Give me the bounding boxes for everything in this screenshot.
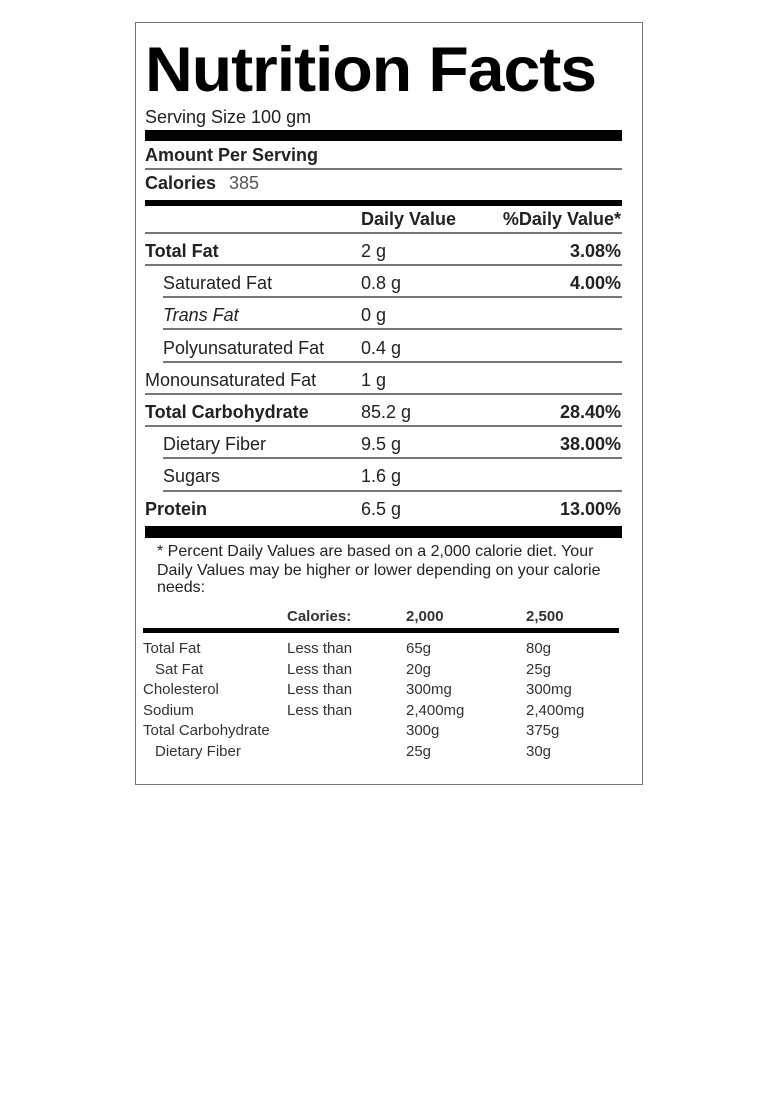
ref-header-2000: 2,000 <box>406 608 444 625</box>
ref-qualifier: Less than <box>287 640 353 657</box>
footnote-line: Daily Values may be higher or lower depending on your calorie <box>157 562 601 579</box>
ref-header-2500: 2,500 <box>526 608 564 625</box>
serving-size: Serving Size 100 gm <box>145 107 312 127</box>
nutrient-value: 85.2 g <box>361 402 412 422</box>
nutrient-label: Total Carbohydrate <box>145 402 309 422</box>
calories-value: 385 <box>229 173 260 193</box>
ref-value-2000: 300mg <box>406 681 452 698</box>
ref-value-2500: 80g <box>526 640 552 657</box>
nutrient-value: 0.4 g <box>361 338 402 358</box>
divider <box>163 361 622 363</box>
nutrient-label: Polyunsaturated Fat <box>163 338 325 358</box>
ref-label: Sodium <box>143 702 194 719</box>
calories-label: Calories <box>145 173 217 193</box>
label-title: Nutrition Facts <box>145 35 596 105</box>
nutrient-value: 1 g <box>361 370 387 390</box>
medium-divider <box>145 200 622 206</box>
header-pct-daily-value: %Daily Value* <box>502 209 621 229</box>
ref-qualifier: Less than <box>287 681 353 698</box>
nutrient-label: Trans Fat <box>163 305 239 325</box>
divider <box>163 296 622 298</box>
ref-value-2000: 300g <box>406 722 440 739</box>
ref-value-2500: 300mg <box>526 681 572 698</box>
ref-label: Dietary Fiber <box>155 743 241 760</box>
ref-value-2500: 25g <box>526 661 552 678</box>
thick-divider <box>145 130 622 141</box>
nutrient-label: Dietary Fiber <box>163 434 267 454</box>
nutrient-label: Saturated Fat <box>163 273 273 293</box>
header-daily-value: Daily Value <box>361 209 457 229</box>
ref-label: Cholesterol <box>143 681 219 698</box>
nutrient-value: 1.6 g <box>361 466 402 486</box>
nutrient-pct: 4.00% <box>569 273 621 293</box>
divider <box>145 393 622 395</box>
divider <box>163 457 622 459</box>
divider <box>163 328 622 330</box>
nutrient-value: 0 g <box>361 305 387 325</box>
nutrient-value: 9.5 g <box>361 434 402 454</box>
footnote-line: needs: <box>157 579 206 596</box>
ref-divider <box>143 628 619 633</box>
divider <box>145 232 622 234</box>
ref-value-2500: 375g <box>526 722 560 739</box>
ref-value-2000: 2,400mg <box>406 702 465 719</box>
ref-value-2500: 30g <box>526 743 552 760</box>
ref-qualifier: Less than <box>287 661 353 678</box>
ref-value-2000: 25g <box>406 743 432 760</box>
divider <box>145 425 622 427</box>
nutrient-value: 0.8 g <box>361 273 402 293</box>
nutrient-pct: 3.08% <box>569 241 621 261</box>
nutrient-pct: 13.00% <box>559 499 621 519</box>
nutrient-label: Total Fat <box>145 241 219 261</box>
nutrient-pct: 28.40% <box>559 402 621 422</box>
ref-qualifier: Less than <box>287 702 353 719</box>
ref-label: Sat Fat <box>155 661 204 678</box>
nutrient-pct: 38.00% <box>559 434 621 454</box>
ref-header-calories: Calories: <box>287 608 352 625</box>
divider <box>145 264 622 266</box>
nutrient-label: Sugars <box>163 466 221 486</box>
divider <box>145 168 622 170</box>
nutrient-value: 6.5 g <box>361 499 402 519</box>
footnote-line: * Percent Daily Values are based on a 2,000 calorie diet. Your <box>157 543 594 560</box>
thick-divider <box>145 526 622 538</box>
nutrient-label: Protein <box>145 499 208 519</box>
amount-per-serving: Amount Per Serving <box>145 145 319 165</box>
ref-label: Total Carbohydrate <box>143 722 270 739</box>
ref-value-2000: 20g <box>406 661 432 678</box>
ref-label: Total Fat <box>143 640 201 657</box>
divider <box>163 490 622 492</box>
nutrient-label: Monounsaturated Fat <box>145 370 317 390</box>
ref-value-2000: 65g <box>406 640 432 657</box>
nutrient-value: 2 g <box>361 241 387 261</box>
ref-value-2500: 2,400mg <box>526 702 585 719</box>
